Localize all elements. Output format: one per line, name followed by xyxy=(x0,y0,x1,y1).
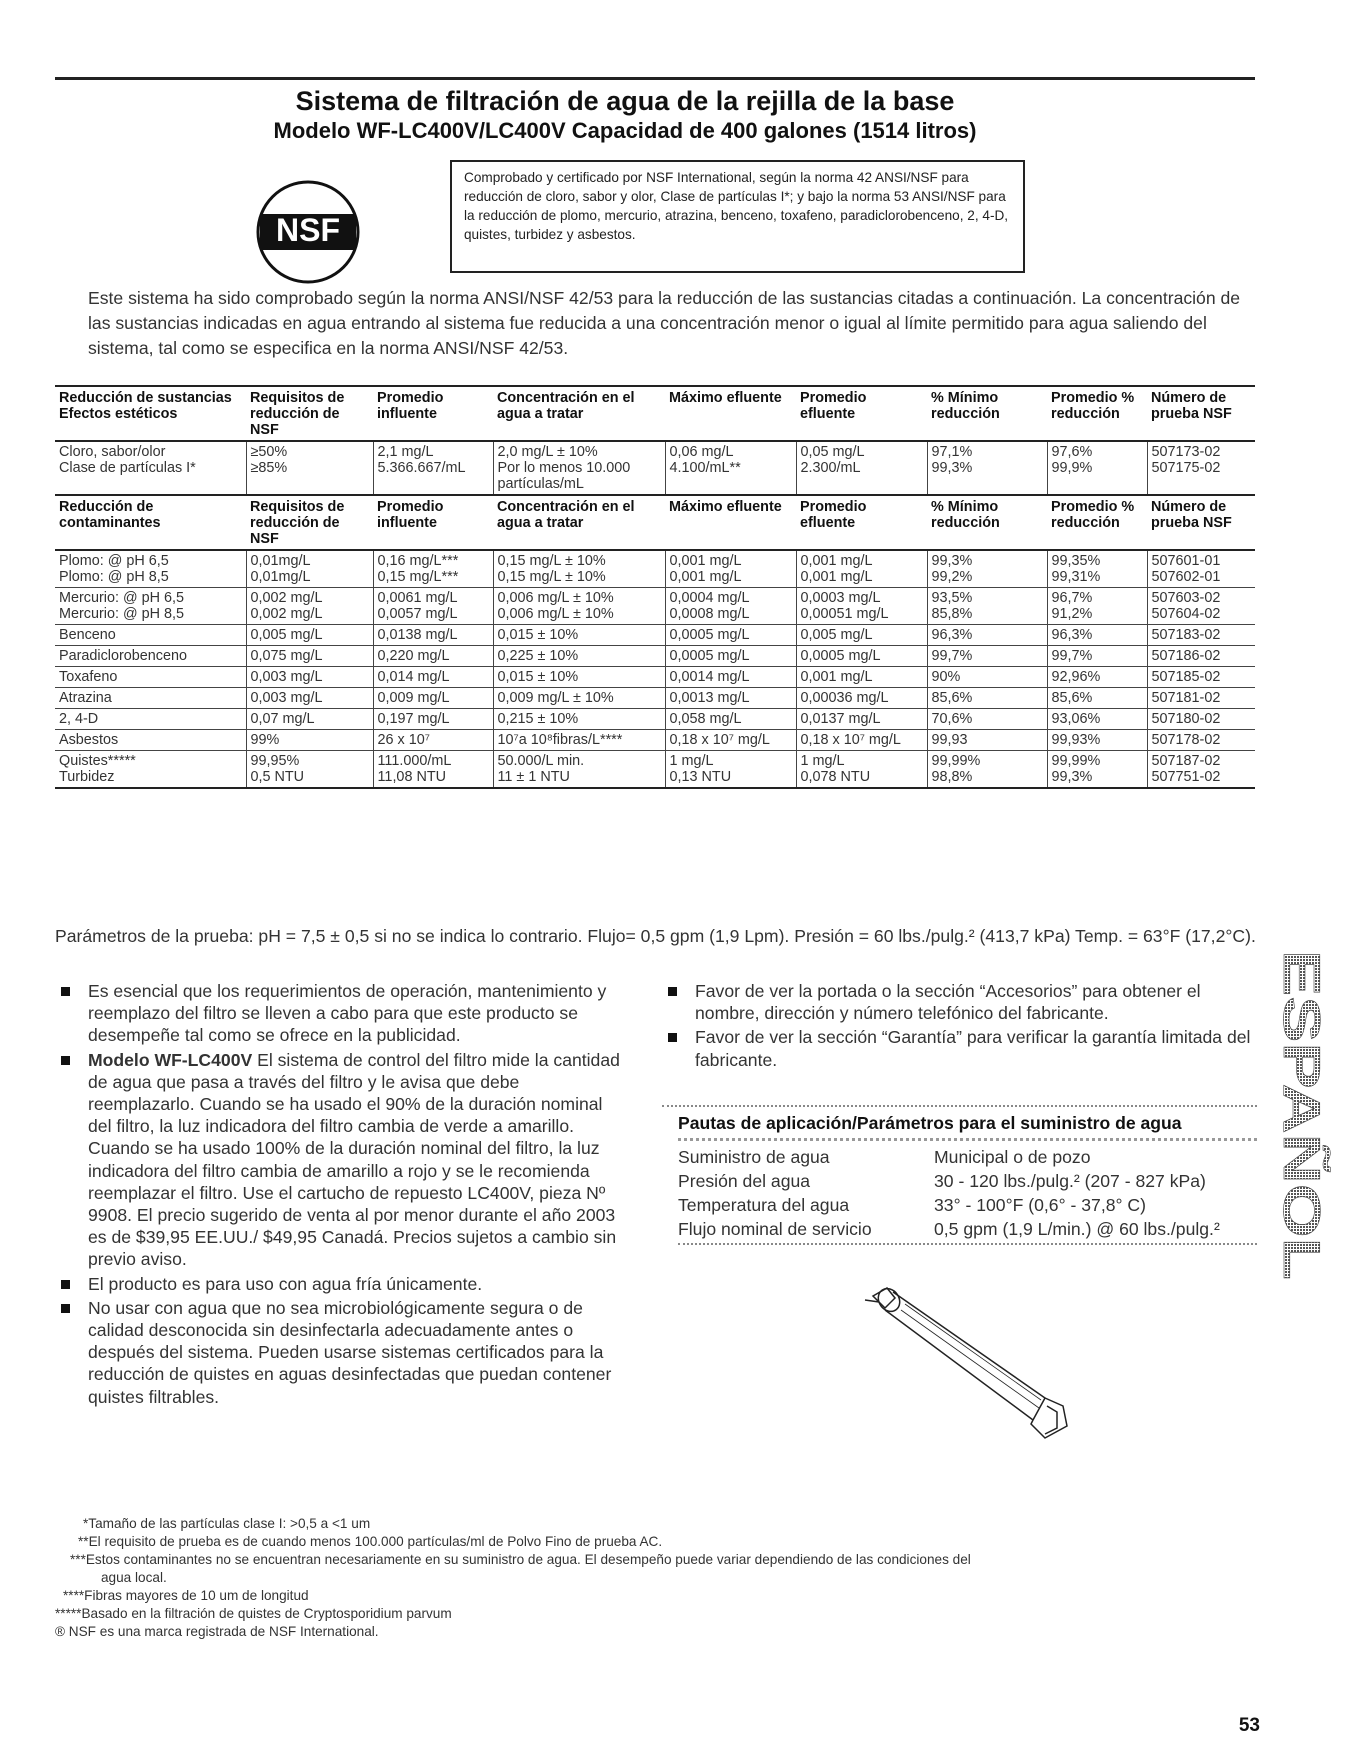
table-row xyxy=(55,550,1255,588)
table-header-cell: Promedio % reducción xyxy=(1047,386,1147,441)
table-cell: 0,0138 mg/L xyxy=(373,625,493,646)
table-cell: 0,0137 mg/L xyxy=(796,709,927,730)
bullets-left xyxy=(55,980,630,1410)
table-cell: 1 mg/L 0,13 NTU xyxy=(665,751,796,789)
bullet-text: El sistema de control del filtro mide la cantidad de agua que pasa a través del filtro y le avisa que debe reemplazarlo. Cuando se ha usado el 90% de la duración nominal del filtro, la luz indicadora del filtro cambia de verde a amarillo. Cuando se ha usado 100% de la duración nominal del filtro, la luz indicadora del filtro cambia de amarillo a rojo y se le recomienda reemplazar el filtro. Use el cartucho de repuesto LC400V, pieza Nº 9908. El precio sugerido de venta al por menor durante el año 2003 es de $39,95 EE.UU./ $49,95 Canadá. Precios sujetos a cambio sin previo aviso. xyxy=(88,1049,620,1270)
table-cell: 70,6% xyxy=(927,709,1047,730)
guideline-key: Flujo nominal de servicio xyxy=(678,1219,872,1239)
table-cell: Plomo: @ pH 6,5 Plomo: @ pH 8,5 xyxy=(55,550,246,588)
table-cell: Mercurio: @ pH 6,5 Mercurio: @ pH 8,5 xyxy=(55,588,246,625)
intro-paragraph: Este sistema ha sido comprobado según la norma ANSI/NSF 42/53 para la reducción de las sustancias citadas a continuación. La concentración de las sustancias indicadas en agua entrando al sistema fue reducida a una concentración menor o igual al límite permitido para agua saliendo del sistema, tal como se especifica en la norma ANSI/NSF 42/53. xyxy=(88,288,1241,358)
table-row xyxy=(55,688,1255,709)
table-cell: 0,014 mg/L xyxy=(373,667,493,688)
guideline-row xyxy=(678,1217,1220,1241)
table-cell: 0,15 mg/L ± 10% 0,15 mg/L ± 10% xyxy=(493,550,665,588)
footnotes xyxy=(55,1515,1265,1641)
table-cell: 99,3% 99,2% xyxy=(927,550,1047,588)
table-cell: 0,18 x 10⁷ mg/L xyxy=(796,730,927,751)
page-subtitle: Modelo WF-LC400V/LC400V Capacidad de 400 galones (1514 litros) xyxy=(273,118,977,143)
table-cell: 0,16 mg/L*** 0,15 mg/L*** xyxy=(373,550,493,588)
dotted-rule-bottom xyxy=(678,1243,1257,1247)
guidelines-heading: Pautas de aplicación/Parámetros para el suministro de agua xyxy=(678,1113,1257,1141)
table-cell: Atrazina xyxy=(55,688,246,709)
table-cell: 96,3% xyxy=(1047,625,1147,646)
bullets-right xyxy=(662,980,1262,1073)
table-header-cell: Requisitos de reducción de NSF xyxy=(246,495,373,550)
footnote: **El requisito de prueba es de cuando menos 100.000 partículas/ml de Polvo Fino de prueba AC. xyxy=(78,1534,663,1549)
table-cell: 0,005 mg/L xyxy=(796,625,927,646)
dotted-rule xyxy=(662,1105,1257,1109)
table-row xyxy=(55,441,1255,495)
table-cell: 0,0014 mg/L xyxy=(665,667,796,688)
table-header-cell: Promedio influente xyxy=(373,386,493,441)
table-header-cell: Máximo efluente xyxy=(665,495,796,550)
table-cell: Cloro, sabor/olor Clase de partículas I* xyxy=(55,441,246,495)
filter-cartridge-illustration xyxy=(845,1278,1085,1448)
table-cell: 0,0005 mg/L xyxy=(665,646,796,667)
bullet-text: No usar con agua que no sea microbiológicamente segura o de calidad desconocida sin desinfectarla adecuadamente antes o después del sistema. Pueden usarse sistemas certificados para la reducción de quistes en aguas desinfectadas que puedan contener quistes filtrables. xyxy=(88,1297,612,1407)
table-cell: 507186-02 xyxy=(1147,646,1255,667)
table-row xyxy=(55,751,1255,789)
footnote: *****Basado en la filtración de quistes de Cryptosporidium parvum xyxy=(55,1606,452,1621)
table-cell: 2,0 mg/L ± 10% Por lo menos 10.000 partículas/mL xyxy=(493,441,665,495)
guideline-key: Suministro de agua xyxy=(678,1147,830,1167)
bullet-square-icon xyxy=(61,1304,70,1313)
footnote-text: ***Estos contaminantes no se encuentran necesariamente en su suministro de agua. El desempeño puede variar dependiendo de las condiciones del xyxy=(70,1552,971,1567)
footnote xyxy=(55,1551,1265,1587)
table-cell: 99,35% 99,31% xyxy=(1047,550,1147,588)
table-cell: 0,002 mg/L 0,002 mg/L xyxy=(246,588,373,625)
table-cell: 99,7% xyxy=(927,646,1047,667)
table-cell: 507185-02 xyxy=(1147,667,1255,688)
page-number: 53 xyxy=(1238,1715,1260,1736)
test-parameters: Parámetros de la prueba: pH = 7,5 ± 0,5 si no se indica lo contrario. Flujo= 0,5 gpm (1,9 Lpm). Presión = 60 lbs./pulg.² (413,7 kPa) Temp. = 63°F (17,2°C). xyxy=(55,926,1256,946)
table-cell: 2,1 mg/L 5.366.667/mL xyxy=(373,441,493,495)
table-header-cell: Requisitos de reducción de NSF xyxy=(246,386,373,441)
table-cell: 0,0005 mg/L xyxy=(796,646,927,667)
table-header-cell: Reducción de contaminantes xyxy=(55,495,246,550)
table-cell: 1 mg/L 0,078 NTU xyxy=(796,751,927,789)
table-cell: 507173-02 507175-02 xyxy=(1147,441,1255,495)
table-cell: 0,015 ± 10% xyxy=(493,625,665,646)
table-cell: 2, 4-D xyxy=(55,709,246,730)
table-cell: 10⁷a 10⁸fibras/L**** xyxy=(493,730,665,751)
table-cell: 90% xyxy=(927,667,1047,688)
table-row xyxy=(55,646,1255,667)
table-header-cell: Máximo efluente xyxy=(665,386,796,441)
table-cell: 0,07 mg/L xyxy=(246,709,373,730)
table-cell: 96,7% 91,2% xyxy=(1047,588,1147,625)
table-cell: 0,225 ± 10% xyxy=(493,646,665,667)
footnote: *Tamaño de las partículas clase I: >0,5 a <1 um xyxy=(83,1516,371,1531)
table-cell: 26 x 10⁷ xyxy=(373,730,493,751)
table-cell: 0,001 mg/L 0,001 mg/L xyxy=(796,550,927,588)
table-cell: 0,220 mg/L xyxy=(373,646,493,667)
guideline-value: 30 - 120 lbs./pulg.² (207 - 827 kPa) xyxy=(934,1171,1206,1191)
table-header-cell: Número de prueba NSF xyxy=(1147,386,1255,441)
table-row xyxy=(55,625,1255,646)
side-tab-text: ESPAÑOL xyxy=(1272,950,1330,1198)
table-cell: 50.000/L min. 11 ± 1 NTU xyxy=(493,751,665,789)
bullet-item xyxy=(55,1297,630,1408)
table-cell: 0,06 mg/L 4.100/mL** xyxy=(665,441,796,495)
table-cell: 0,015 ± 10% xyxy=(493,667,665,688)
table-cell: 0,197 mg/L xyxy=(373,709,493,730)
table-row xyxy=(55,730,1255,751)
table-cell: Quistes***** Turbidez xyxy=(55,751,246,789)
table-cell: 96,3% xyxy=(927,625,1047,646)
table-header-row xyxy=(55,495,1255,550)
table-cell: 0,0061 mg/L 0,0057 mg/L xyxy=(373,588,493,625)
table-cell: 99,99% 99,3% xyxy=(1047,751,1147,789)
table-cell: 93,5% 85,8% xyxy=(927,588,1047,625)
page-title: Sistema de filtración de agua de la rejilla de la base xyxy=(295,86,955,116)
language-side-tab xyxy=(1262,950,1332,1280)
bullet-square-icon xyxy=(61,1056,70,1065)
guideline-row xyxy=(678,1145,1220,1169)
table-cell: 0,003 mg/L xyxy=(246,667,373,688)
nsf-logo xyxy=(246,170,370,294)
table-header-cell: Promedio % reducción xyxy=(1047,495,1147,550)
certification-box: Comprobado y certificado por NSF International, según la norma 42 ANSI/NSF para reducción de cloro, sabor y olor, Clase de partículas I*; y bajo la norma 53 ANSI/NSF para la reducción de plomo, mercurio, atrazina, benceno, toxafeno, paradiclorobenceno, 2, 4-D, quistes, turbidez y asbestos. xyxy=(450,160,1025,273)
bullet-text: Favor de ver la portada o la sección “Accesorios” para obtener el nombre, dirección y número telefónico del fabricante. xyxy=(695,981,1201,1024)
table-cell: ≥50% ≥85% xyxy=(246,441,373,495)
table-cell: 0,0005 mg/L xyxy=(665,625,796,646)
footnote: ® NSF es una marca registrada de NSF International. xyxy=(55,1624,379,1639)
bullet-bold-text: Modelo WF-LC400V xyxy=(88,1049,253,1070)
table-cell: 97,1% 99,3% xyxy=(927,441,1047,495)
top-rule xyxy=(55,77,1255,80)
table-cell: 0,01mg/L 0,01mg/L xyxy=(246,550,373,588)
table-cell: 0,009 mg/L xyxy=(373,688,493,709)
table-cell: 0,006 mg/L ± 10% 0,006 mg/L ± 10% xyxy=(493,588,665,625)
bullet-item xyxy=(662,1026,1262,1070)
guideline-value: Municipal o de pozo xyxy=(934,1147,1091,1167)
table-cell: 0,075 mg/L xyxy=(246,646,373,667)
table-cell: 0,0003 mg/L 0,00051 mg/L xyxy=(796,588,927,625)
table-cell: 85,6% xyxy=(1047,688,1147,709)
guidelines-section xyxy=(662,1105,1257,1247)
table-cell: 99,95% 0,5 NTU xyxy=(246,751,373,789)
table-cell: 0,00036 mg/L xyxy=(796,688,927,709)
table-header-cell: Concentración en el agua a tratar xyxy=(493,495,665,550)
table-cell: 0,005 mg/L xyxy=(246,625,373,646)
table-cell: 507601-01 507602-01 xyxy=(1147,550,1255,588)
bullet-text: Es esencial que los requerimientos de operación, mantenimiento y reemplazo del filtro se lleven a cabo para que este producto se desempeñe tal como se ofrece en la publicidad. xyxy=(88,981,607,1046)
table-cell: 0,18 x 10⁷ mg/L xyxy=(665,730,796,751)
bullet-text: El producto es para uso con agua fría únicamente. xyxy=(88,1273,483,1294)
table-cell: 99,93 xyxy=(927,730,1047,751)
bullet-square-icon xyxy=(668,987,677,996)
table-cell: 0,003 mg/L xyxy=(246,688,373,709)
table-cell: 0,05 mg/L 2.300/mL xyxy=(796,441,927,495)
reduction-table xyxy=(55,385,1255,789)
table-cell: 0,001 mg/L 0,001 mg/L xyxy=(665,550,796,588)
table-cell: 507181-02 xyxy=(1147,688,1255,709)
table-cell: 99,7% xyxy=(1047,646,1147,667)
table-cell: 99,93% xyxy=(1047,730,1147,751)
table-cell: 0,0004 mg/L 0,0008 mg/L xyxy=(665,588,796,625)
table-cell: 507187-02 507751-02 xyxy=(1147,751,1255,789)
guideline-row xyxy=(678,1169,1220,1193)
table-cell: 93,06% xyxy=(1047,709,1147,730)
table-header-cell: % Mínimo reducción xyxy=(927,495,1047,550)
table-cell: 507178-02 xyxy=(1147,730,1255,751)
table-cell: Paradiclorobenceno xyxy=(55,646,246,667)
guideline-key: Temperatura del agua xyxy=(678,1195,850,1215)
table-header-cell: % Mínimo reducción xyxy=(927,386,1047,441)
table-cell: 99,99% 98,8% xyxy=(927,751,1047,789)
table-cell: 85,6% xyxy=(927,688,1047,709)
table-cell: 0,215 ± 10% xyxy=(493,709,665,730)
table-cell: 99% xyxy=(246,730,373,751)
guideline-value: 0,5 gpm (1,9 L/min.) @ 60 lbs./pulg.² xyxy=(934,1219,1220,1239)
table-row xyxy=(55,709,1255,730)
table-header-cell: Concentración en el agua a tratar xyxy=(493,386,665,441)
guideline-row xyxy=(678,1193,1220,1217)
bullet-item xyxy=(55,1273,630,1295)
table-row xyxy=(55,667,1255,688)
table-cell: 97,6% 99,9% xyxy=(1047,441,1147,495)
footnote: ****Fibras mayores de 10 um de longitud xyxy=(63,1588,309,1603)
table-header-cell: Reducción de sustancias Efectos estéticos xyxy=(55,386,246,441)
guidelines-table xyxy=(678,1145,1220,1241)
table-cell: 0,001 mg/L xyxy=(796,667,927,688)
table-cell: 111.000/mL 11,08 NTU xyxy=(373,751,493,789)
bullet-square-icon xyxy=(668,1033,677,1042)
bullet-item xyxy=(55,980,630,1047)
guideline-key: Presión del agua xyxy=(678,1171,811,1191)
table-cell: Benceno xyxy=(55,625,246,646)
nsf-logo-text: NSF xyxy=(276,212,340,248)
table-row xyxy=(55,588,1255,625)
guideline-value: 33° - 100°F (0,6° - 37,8° C) xyxy=(934,1195,1146,1215)
table-header-cell: Promedio influente xyxy=(373,495,493,550)
table-header-row xyxy=(55,386,1255,441)
table-cell: 0,058 mg/L xyxy=(665,709,796,730)
bullet-square-icon xyxy=(61,1280,70,1289)
table-cell: Asbestos xyxy=(55,730,246,751)
bullet-square-icon xyxy=(61,987,70,996)
table-cell: 92,96% xyxy=(1047,667,1147,688)
table-cell: 0,009 mg/L ± 10% xyxy=(493,688,665,709)
footnote-continuation: agua local. xyxy=(101,1570,167,1585)
table-header-cell: Promedio efluente xyxy=(796,386,927,441)
table-cell: 507603-02 507604-02 xyxy=(1147,588,1255,625)
table-cell: 507180-02 xyxy=(1147,709,1255,730)
table-header-cell: Promedio efluente xyxy=(796,495,927,550)
table-cell: 507183-02 xyxy=(1147,625,1255,646)
table-header-cell: Número de prueba NSF xyxy=(1147,495,1255,550)
table-cell: 0,0013 mg/L xyxy=(665,688,796,709)
bullet-item xyxy=(662,980,1262,1024)
bullet-item xyxy=(55,1049,630,1271)
table-cell: Toxafeno xyxy=(55,667,246,688)
bullet-text: Favor de ver la sección “Garantía” para verificar la garantía limitada del fabricante. xyxy=(695,1027,1251,1070)
